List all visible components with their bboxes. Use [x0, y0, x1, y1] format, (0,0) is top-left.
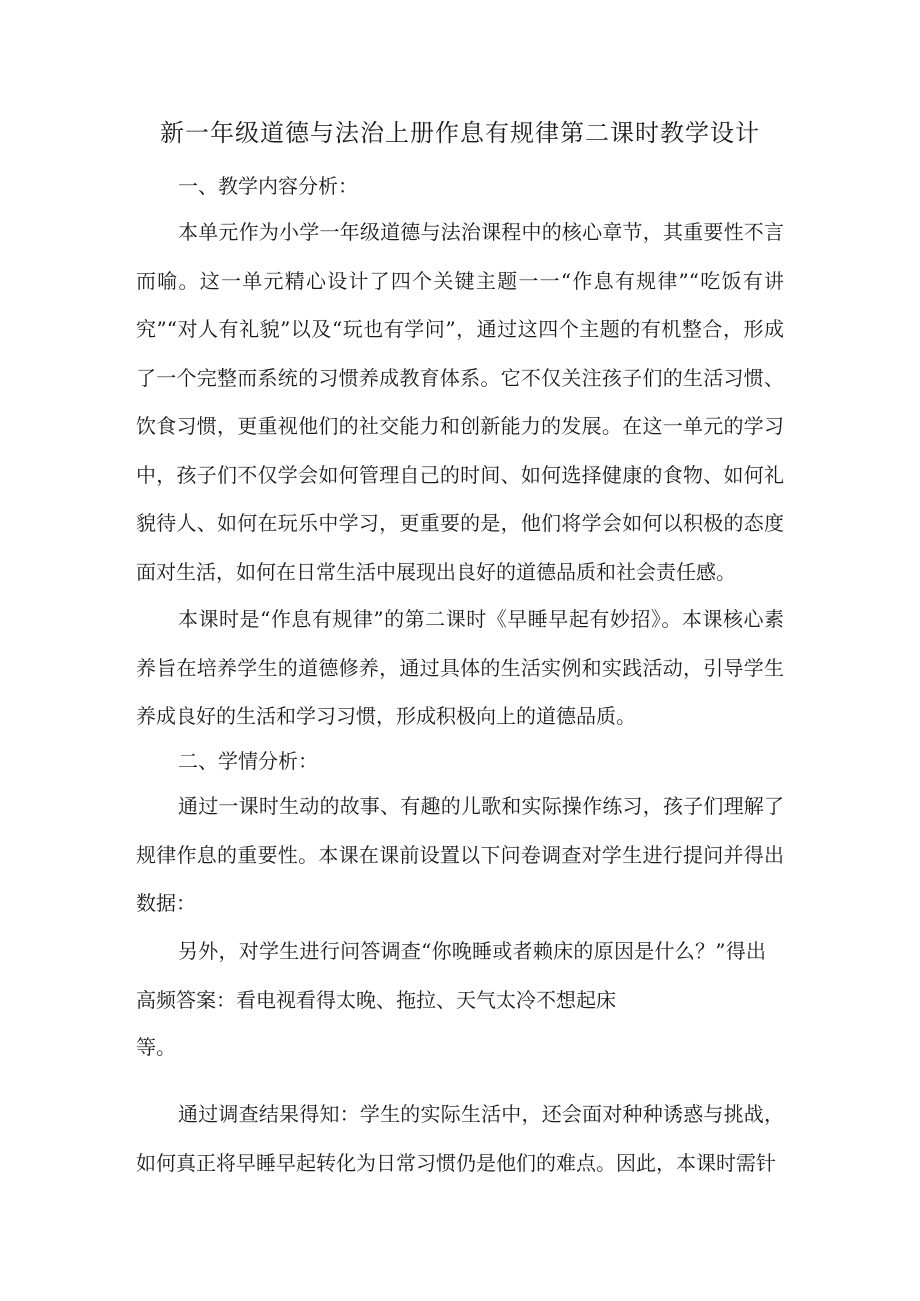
paragraph-lesson-intro: 本课时是“作息有规律”的第二课时《早睡早起有妙招》。本课核心素养旨在培养学生的道德修养，通过具体的生活实例和实践活动，引导学生养成良好的生活和学习习惯，形成积极向上的道德品质。: [136, 607, 784, 728]
paragraph-survey-conclusion: 通过调查结果得知：学生的实际生活中，还会面对种种诱惑与挑战，如何真正将早睡早起转化为日常习惯仍是他们的难点。因此，本课时需针: [136, 1102, 784, 1175]
paragraph-survey-intro: 通过一课时生动的故事、有趣的儿歌和实际操作练习，孩子们理解了规律作息的重要性。本课在课前设置以下问卷调查对学生进行提问并得出数据：: [136, 794, 784, 915]
section-heading-content-analysis: 一、教学内容分析：: [178, 174, 358, 198]
document-title: 新一年级道德与法治上册作息有规律第二课时教学设计: [160, 119, 760, 147]
section-heading-learner-analysis: 二、学情分析：: [178, 749, 318, 773]
paragraph-survey-answers: 另外，对学生进行问答调查“你晚睡或者赖床的原因是什么？”得出高频答案：看电视看得太晚、拖拉、天气太冷不想起床: [136, 939, 766, 1012]
paragraph-survey-answers-end: 等。: [136, 1035, 176, 1059]
paragraph-unit-overview: 本单元作为小学一年级道德与法治课程中的核心章节，其重要性不言而喻。这一单元精心设计了四个关键主题一一“作息有规律”“吃饭有讲究”“对人有礼貌”以及“玩也有学问”，通过这四个主题的有机整合，形成了一个完整而系统的习惯养成教育体系。它不仅关注孩子们的生活习惯、饮食习惯，更重视他们的社交能力和创新能力的发展。在这一单元的学习中，孩子们不仅学会如何管理自己的时间、如何选择健康的食物、如何礼貌待人、如何在玩乐中学习，更重要的是，他们将学会如何以积极的态度面对生活，如何在日常生活中展现出良好的道德品质和社会责任感。: [136, 220, 784, 584]
